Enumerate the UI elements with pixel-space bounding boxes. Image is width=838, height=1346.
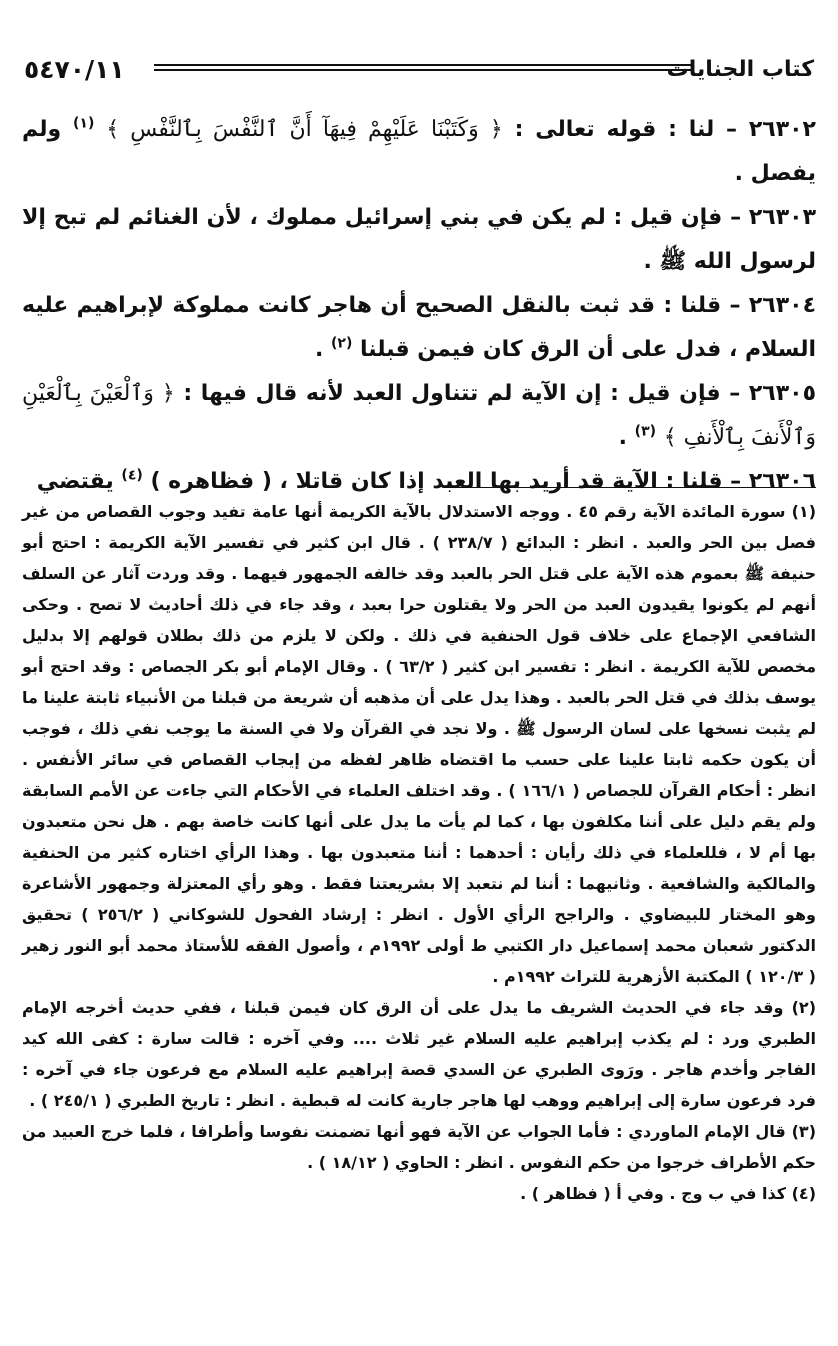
paragraph-number: ٢٦٣٠٢: [748, 117, 816, 142]
paragraph-text: – فإن قيل : لم يكن في بني إسرائيل مملوك ، لأن الغنائم لم تبح إلا لرسول الله ﷺ .: [22, 205, 816, 274]
paragraph-text-end: .: [314, 337, 332, 362]
footnote-ref: (٣): [634, 423, 657, 440]
header-double-rule: [154, 64, 692, 71]
paragraph-text: – قلنا : قد ثبت بالنقل الصحيح أن هاجر كانت مملوكة لإبراهيم عليه السلام ، فدل على أن الرق كان فيمن قبلنا: [22, 293, 816, 362]
footnote-1: (١) سورة المائدة الآية رقم ٤٥ . ووجه الاستدلال بالآية الكريمة أنها عامة تفيد وجوب القصاص من غير فصل بين الحر والعبد . انظر : البدائع ( ٢٣٨/٧ ) . قال ابن كثير في تفسير الآية الكريمة : احتج أبو حنيفة ﷺ بعموم هذه الآية على قتل الحر بالعبد وقد خالفه الجمهور فيهما . وقد وردت آثار عن السلف أنهم لم يكونوا يقيدون العبد من الحر ولا يقتلون حرا بعبد ، وقد جاء في ذلك أحاديث لا تصح . وحكى الشافعي الإجماع على خلاف قول الحنفية في ذلك . ولكن لا يلزم من ذلك بطلان قولهم إلا بدليل مخصص للآية الكريمة . انظر : تفسير ابن كثير ( ٦٣/٢ ) . وقال الإمام أبو بكر الجصاص : وقد احتج أبو يوسف بذلك في قتل الحر بالعبد . وهذا يدل على أن مذهبه أن شريعة من قبلنا من الأنبياء ثابتة علينا ما لم يثبت نسخها على لسان الرسول ﷺ . ولا نجد في القرآن ولا في السنة ما يوجب نفي ذلك ، فوجب أن يكون حكمه ثابتا علينا على حسب ما اقتضاه ظاهر لفظه من إيجاب القصاص في سائر الأنفس . انظر : أحكام القرآن للجصاص ( ١٦٦/١ ) . وقد اختلف العلماء في الأحكام التي جاءت عن الأمم السابقة ولم يقم دليل على أننا مكلفون بها ، كما لم يأت ما يدل على أنها كانت خاصة بهم . هل نحن متعبدون بها أم لا ، فللعلماء في ذلك رأيان : أحدهما : أننا متعبدون بها . وهذا الرأي اختاره كثير من الحنفية والمالكية والشافعية . وثانيهما : أننا لم نتعبد إلا بشريعتنا فقط . وهو رأي المعتزلة وجمهور الأشاعرة وهو المختار للبيضاوي . والراجح الرأي الأول . انظر : إرشاد الفحول للشوكاني ( ٢٥٦/٢ ) تحقيق الدكتور شعبان محمد إسماعيل دار الكتبي ط أولى ١٩٩٢م ، وأصول الفقه للأستاذ محمد أبو النور زهير ( ١٢٠/٣ ) المكتبة الأزهرية للتراث ١٩٩٢م .: [21, 502, 817, 986]
footnotes: [22, 496, 816, 1209]
paragraph-number: ٢٦٣٠٥: [748, 381, 816, 406]
paragraph-text-end: ولم يفصل .: [22, 117, 816, 186]
paragraph-text: – لنا : قوله تعالى :: [502, 117, 749, 142]
footnote-3: (٣) قال الإمام الماوردي : فأما الجواب عن الآية فهو أنها تضمنت نفوسا وأطرافا ، فلما خرج العبيد من حكم الأطراف خرجوا من حكم النفوس . انظر : الحاوي ( ١٨/١٢ ) .: [22, 1122, 816, 1172]
paragraph-text: – قلنا : الآية قد أريد بها العبد إذا كان قاتلا ، ( فظاهره ): [142, 469, 749, 494]
paragraph-number: ٢٦٣٠٤: [748, 293, 816, 318]
quran-verse: ﴿ وَكَتَبْنَا عَلَيْهِمْ فِيهَآ أَنَّ ٱلنَّفْسَ بِٱلنَّفْسِ ﴾: [106, 117, 503, 142]
footnote-separator: [443, 487, 816, 488]
paragraph-text-end: يقتضي: [36, 469, 122, 494]
paragraph-26305: [22, 372, 816, 460]
footnote-ref: (٤): [121, 467, 143, 484]
paragraph-26303: [22, 196, 816, 284]
page-header: [24, 52, 814, 90]
paragraph-number: ٢٦٣٠٣: [748, 205, 816, 230]
paragraph-text-end: .: [618, 425, 635, 450]
footnote-ref: (٢): [331, 335, 353, 352]
paragraph-text: – فإن قيل : إن الآية لم تتناول العبد لأنه قال فيها :: [174, 381, 749, 406]
book-title: كتاب الجنايات: [666, 57, 814, 82]
footnote-2: (٢) وقد جاء في الحديث الشريف ما يدل على أن الرق كان فيمن قبلنا ، ففي حديث أخرجه الإمام الطبري ورد : لم يكذب إبراهيم عليه السلام غير ثلاث .... وفي آخره : قالت سارة : كفى الله كيد الفاجر وأخدم هاجر . ورَوى الطبري عن السدي قصة إبراهيم عليه السلام مع فرعون جاء في آخره : فرد فرعون سارة إلى إبراهيم ووهب لها هاجر جارية كانت له قبطية . انظر : تاريخ الطبري ( ٢٤٥/١ ) .: [22, 998, 816, 1110]
quran-verse: ﴿ وَٱلْعَيْنَ بِٱلْعَيْنِ وَٱلْأَنفَ بِٱلْأَنفِ ﴾: [22, 381, 816, 450]
main-text: [22, 108, 816, 504]
paragraph-26302: [22, 108, 816, 196]
paragraph-number: ٢٦٣٠٦: [748, 469, 816, 494]
footnote-ref: (١): [73, 115, 95, 132]
paragraph-26304: [22, 284, 816, 372]
footnote-4: (٤) كذا في ب وج . وفي أ ( فظاهر ) .: [520, 1184, 816, 1203]
page-number: ٥٤٧٠/١١: [24, 55, 125, 84]
